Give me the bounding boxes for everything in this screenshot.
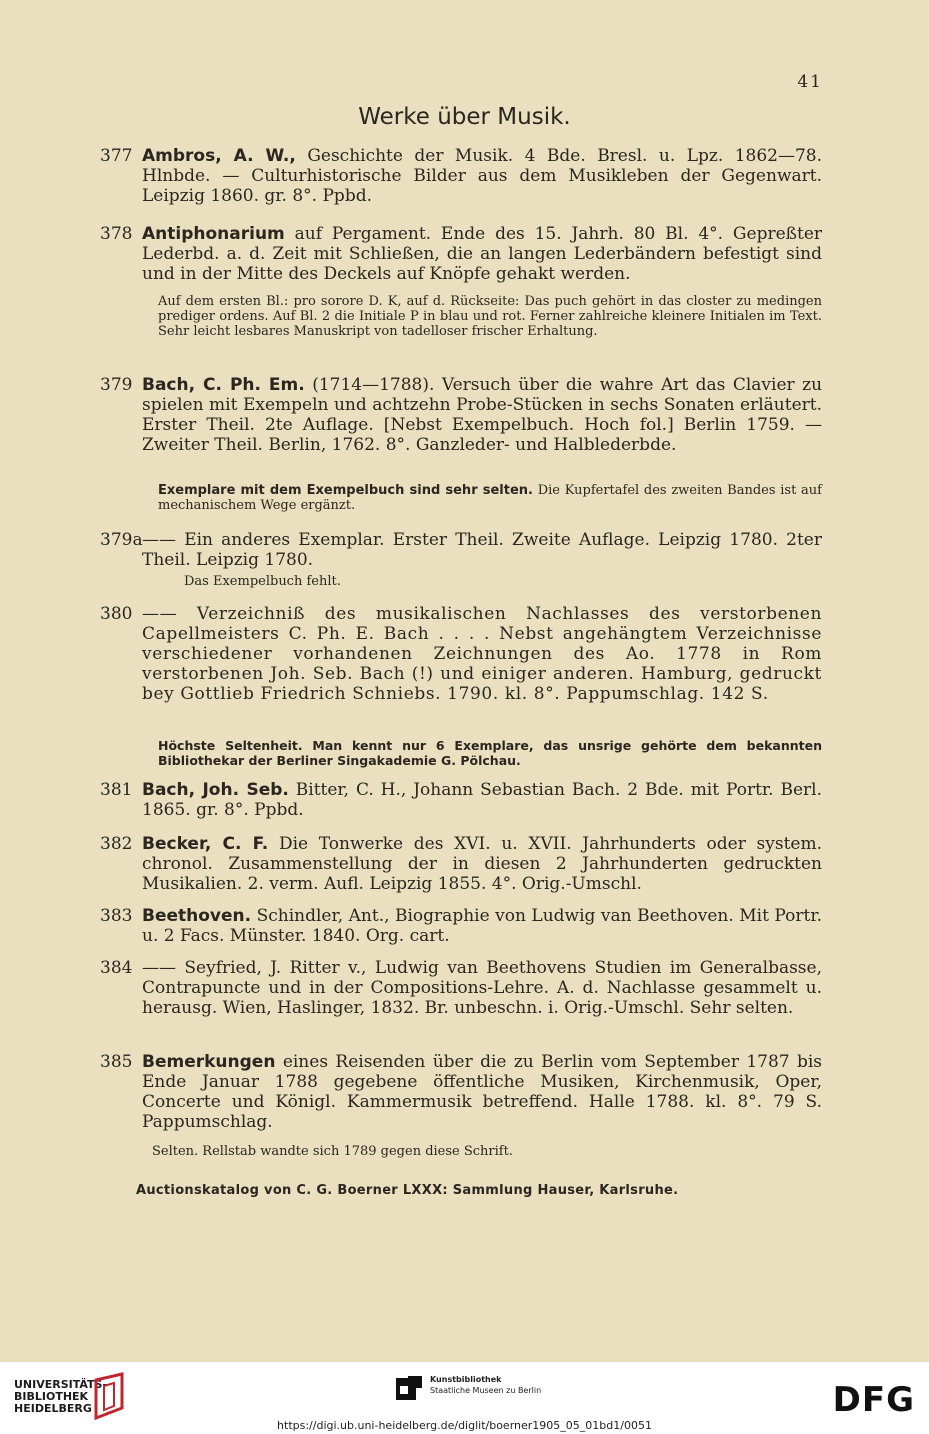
page-number: 41 — [797, 72, 823, 92]
entry-text — [142, 780, 822, 820]
entry-head: Becker, C. F. — [142, 834, 269, 854]
catalog-footer: Auctionskatalog von C. G. Boerner LXXX: Sammlung Hauser, Karlsruhe. — [136, 1183, 679, 1198]
entry-note: Höchste Seltenheit. Man kennt nur 6 Exemplare, das unsrige gehörte dem bekannten Bibliothekar der Berliner Singakademie G. Pölchau. — [158, 738, 822, 768]
entry-number: 380 — [100, 604, 133, 624]
entry-text — [142, 224, 822, 284]
entry-body: eines Reisenden über die zu Berlin vom September 1787 bis Ende Januar 1788 gegebene öffentliche Musiken, Kirchenmusik, Oper, Concerte und Königl. Kammermusik betreffend. Halle 1788. kl. 8°. 79 S. Pappumschlag. — [142, 1052, 823, 1132]
kunstbibliothek-text[interactable] — [430, 1374, 541, 1396]
entry-note — [158, 483, 822, 513]
entry-head: Antiphonarium — [142, 224, 285, 244]
entry-number: 379 — [100, 375, 133, 395]
entry-number: 382 — [100, 834, 133, 854]
entry-head: Ambros, A. W., — [142, 146, 296, 166]
kb-line-2: Staatliche Museen zu Berlin — [430, 1386, 542, 1395]
entry-body: Die Tonwerke des XVI. u. XVII. Jahrhunderts oder system. chronol. Zusammenstellung der in diesen 2 Jahrhunderten gedruckten Musikalien. 2. verm. Aufl. Leipzig 1855. 4°. Orig.-Umschl. — [142, 834, 822, 894]
entry-number: 377 — [100, 146, 133, 166]
entry-text — [142, 906, 822, 946]
uni-line-1: UNIVERSITÄTS- — [14, 1378, 108, 1391]
source-url[interactable]: https://digi.ub.uni-heidelberg.de/diglit/boerner1905_05_01bd1/0051 — [277, 1419, 652, 1432]
entry-number: 385 — [100, 1052, 133, 1072]
entry-body: Bitter, C. H., Johann Sebastian Bach. 2 Bde. mit Portr. Berl. 1865. gr. 8°. Ppbd. — [142, 780, 823, 820]
section-title: Werke über Musik. — [358, 104, 571, 130]
entry-note: Auf dem ersten Bl.: pro sorore D. K, auf d. Rückseite: Das puch gehört in das closter zu medingen prediger ordens. Auf Bl. 2 die Initiale P in blau und rot. Ferner zahlreiche kleinere Initialen im Text. Sehr leicht lesbares Manuskript von tadelloser frischer Erhaltung. — [158, 294, 822, 339]
entry-note-bold: Exemplare mit dem Exempelbuch sind sehr selten. — [158, 483, 533, 498]
entry-head: Bemerkungen — [142, 1052, 276, 1072]
entry-head: —— — [142, 604, 178, 624]
dfg-logo[interactable]: DFG — [832, 1380, 915, 1420]
entry-number: 383 — [100, 906, 133, 926]
entry-text — [142, 958, 822, 1018]
entry-text — [142, 375, 822, 455]
entry-number: 381 — [100, 780, 133, 800]
entry-body: Geschichte der Musik. 4 Bde. Bresl. u. Lpz. 1862—78. Hlnbde. — Culturhistorische Bilder aus dem Musikleben der Gegenwart. Leipzig 1860. gr. 8°. Ppbd. — [142, 146, 822, 206]
entry-text — [142, 1052, 822, 1132]
university-library-icon[interactable] — [92, 1372, 128, 1424]
entry-number: 384 — [100, 958, 133, 978]
entry-number: 378 — [100, 224, 133, 244]
entry-text — [142, 604, 822, 704]
uni-line-2: BIBLIOTHEK — [14, 1390, 89, 1403]
entry-text — [142, 530, 822, 570]
entry-body: Seyfried, J. Ritter v., Ludwig van Beethovens Studien im Generalbasse, Contrapuncte und in der Compositions-Lehre. A. d. Nachlasse gesammelt u. herausg. Wien, Haslinger, 1832. Br. unbeschn. i. Orig.-Umschl. Sehr selten. — [142, 958, 822, 1018]
entry-body: Ein anderes Exemplar. Erster Theil. Zweite Auflage. Leipzig 1780. 2ter Theil. Leipzig 1780. — [142, 530, 822, 570]
entry-text — [142, 834, 822, 894]
entry-body: (1714—1788). Versuch über die wahre Art das Clavier zu spielen mit Exempeln und achtzehn Probe-Stücken in sechs Sonaten erläutert. Erster Theil. 2te Auflage. [Nebst Exempelbuch. Hoch fol.] Berlin 1759. — Zweiter Theil. Berlin, 1762. 8°. Ganzleder- und Halblederbde. — [142, 375, 823, 455]
kb-line-1: Kunstbibliothek — [430, 1375, 502, 1384]
entry-body: Verzeichniß des musikalischen Nachlasses des verstorbenen Capellmeisters C. Ph. E. Bach . . . . Nebst angehängtem Verzeichnisse verschiedener vorhandenen Zeichnungen des Ao. 1778 in Rom verstorbenen Joh. Seb. Bach (!) und einiger anderen. Hamburg, gedruckt bey Gottlieb Friedrich Schniebs. 1790. kl. 8°. Pappumschlag. 142 S. — [142, 604, 822, 704]
entry-head: —— — [142, 958, 176, 978]
entry-note: Das Exempelbuch fehlt. — [184, 574, 341, 589]
entry-head: Bach, Joh. Seb. — [142, 780, 289, 800]
kunstbibliothek-icon[interactable] — [396, 1376, 424, 1402]
uni-line-3: HEIDELBERG — [14, 1402, 92, 1415]
entry-text — [142, 146, 822, 206]
entry-head: Beethoven. — [142, 906, 252, 926]
entry-head: Bach, C. Ph. Em. — [142, 375, 305, 395]
entry-note-text: Die Kupfertafel des zweiten Bandes ist auf mechanischem Wege ergänzt. — [158, 483, 822, 513]
entry-note: Selten. Rellstab wandte sich 1789 gegen diese Schrift. — [152, 1144, 513, 1159]
entry-body: Schindler, Ant., Biographie von Ludwig van Beethoven. Mit Portr. u. 2 Facs. Münster. 1840. Org. cart. — [142, 906, 823, 946]
entry-body: auf Pergament. Ende des 15. Jahrh. 80 Bl. 4°. Gepreßter Lederbd. a. d. Zeit mit Schließen, die an langen Lederbändern befestigt sind und in der Mitte des Deckels auf Knöpfe gehakt werden. — [142, 224, 823, 284]
entry-head: —— — [142, 530, 176, 550]
entry-number: 379a — [100, 530, 143, 550]
